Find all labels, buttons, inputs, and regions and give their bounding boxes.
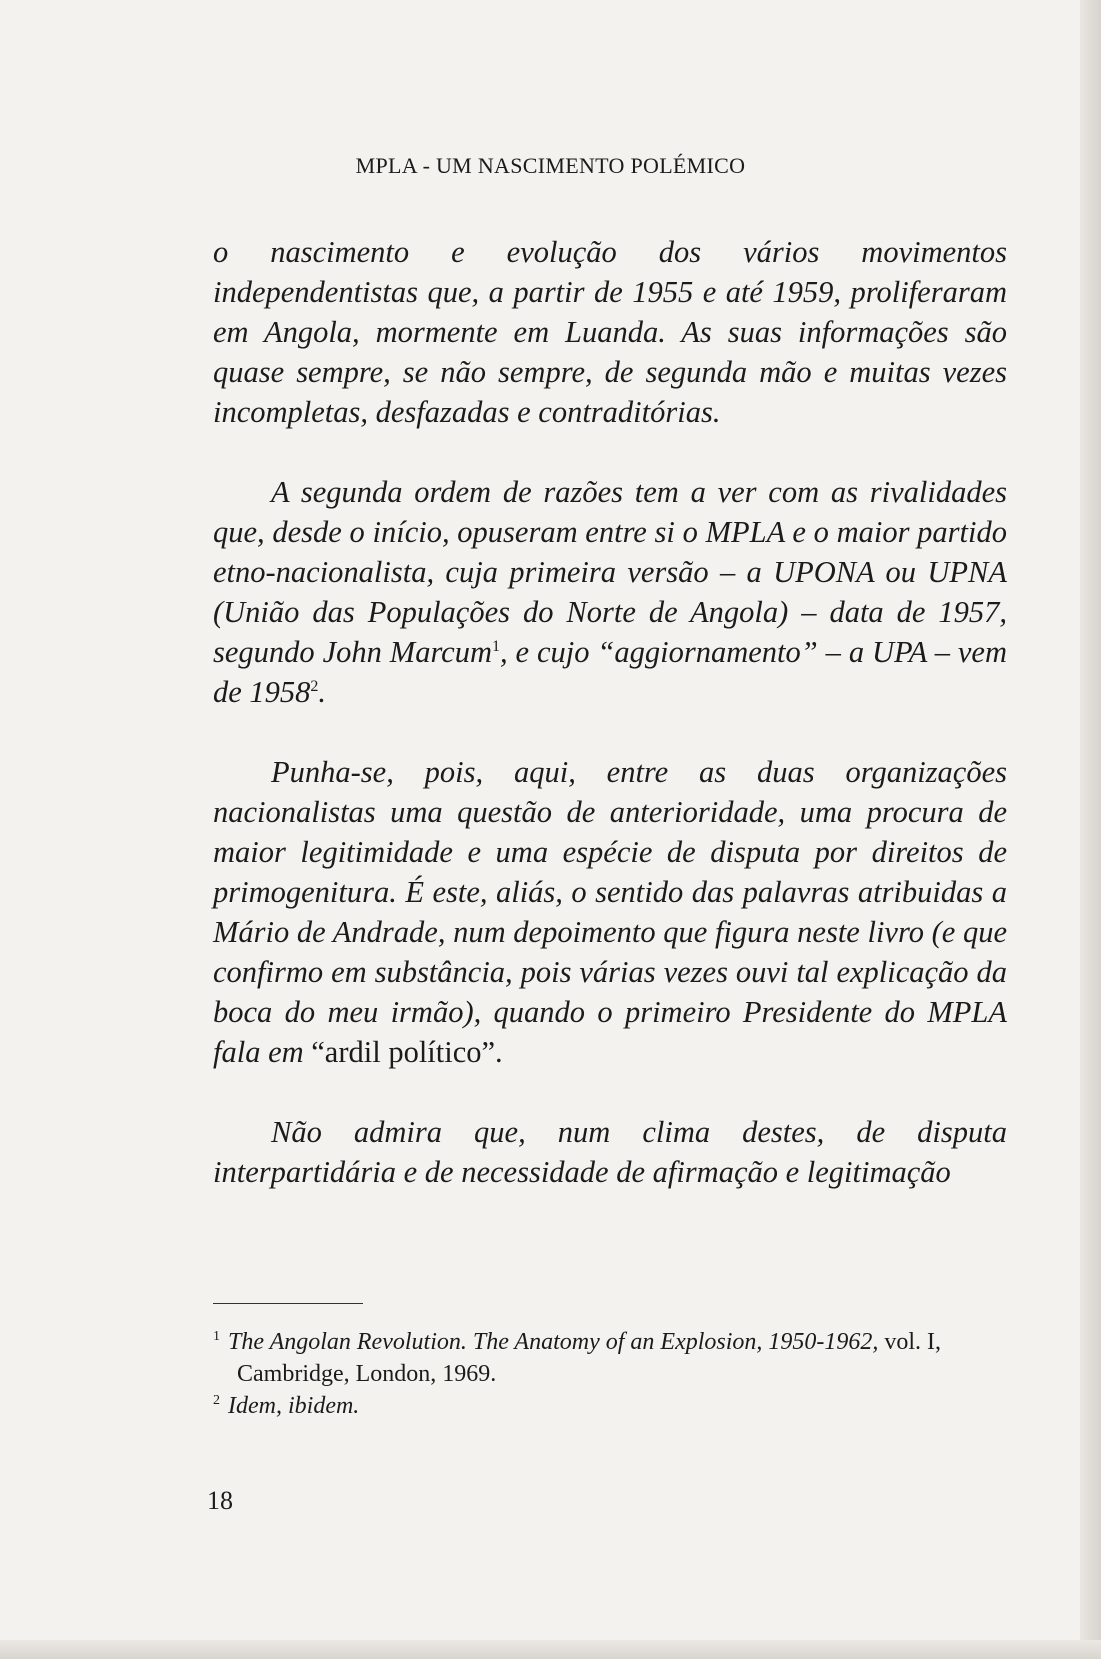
footnote-2-title: Idem, ibidem. <box>228 1393 360 1419</box>
footnote-1-mark: 1 <box>213 1329 220 1344</box>
paragraph-4: Não admira que, num clima destes, de disputa interpartidária e de necessidade de afirmação e legitimação <box>213 1115 1007 1189</box>
body-text <box>213 232 1007 1192</box>
paragraph-1: o nascimento e evolução dos vários movimentos independentistas que, a partir de 1955 e até 1959, proliferaram em Angola, mormente em Luanda. As suas informações são quase sempre, se não sempre, de segunda mão e muitas vezes incompletas, desfazadas e contraditórias. <box>213 235 1007 429</box>
footnote-separator <box>213 1303 363 1304</box>
page-bottom-shadow <box>0 1640 1101 1659</box>
footnote-ref-2: 2 <box>310 677 319 695</box>
footnote-ref-1: 1 <box>492 637 500 655</box>
page-edge-shadow <box>1080 0 1101 1659</box>
running-head: MPLA - UM NASCIMENTO POLÉMICO <box>355 153 746 178</box>
paragraph-3-text: Punha-se, pois, aqui, entre as duas organizações nacionalistas uma questão de anterioridade, uma procura de maior legitimidade e uma espécie de disputa por direitos de primogenitura. É este, aliás, o sentido das palavras atribuidas a Mário de Andrade, num depoimento que figura neste livro (e que confirmo em substância, pois várias vezes ouvi tal explicação da boca do meu irmão), quando o primeiro Presidente do MPLA fala em <box>213 755 1007 1069</box>
footnotes <box>213 1326 1007 1422</box>
footnote-2-mark: 2 <box>213 1393 220 1408</box>
paragraph-2 <box>213 472 1007 712</box>
footnote-2 <box>213 1390 1007 1422</box>
paragraph-3 <box>213 752 1007 1072</box>
paragraph-2-text-a: A segunda ordem de razões tem a ver com as rivalidades que, desde o início, opuseram entre si o MPLA e o maior partido etno-nacionalista, cuja primeira versão – a UPONA ou UPNA (União das Populações do Norte de Angola) – data de 1957, segundo John Marcum <box>213 475 1007 669</box>
paragraph-3-quote: “ardil político”. <box>303 1035 503 1069</box>
footnote-1-title: The Angolan Revolution. The Anatomy of an Explosion, 1950-1962, <box>228 1329 879 1355</box>
page-number: 18 <box>207 1486 233 1515</box>
footnote-1 <box>213 1326 1007 1390</box>
paragraph-2-text-c: . <box>318 675 327 709</box>
paragraph-2-text-b: , e cujo “aggiornamento” – a UPA – vem de 1958 <box>213 635 1007 709</box>
footnote-1-rest: vol. I, Cambridge, London, 1969. <box>237 1329 942 1387</box>
